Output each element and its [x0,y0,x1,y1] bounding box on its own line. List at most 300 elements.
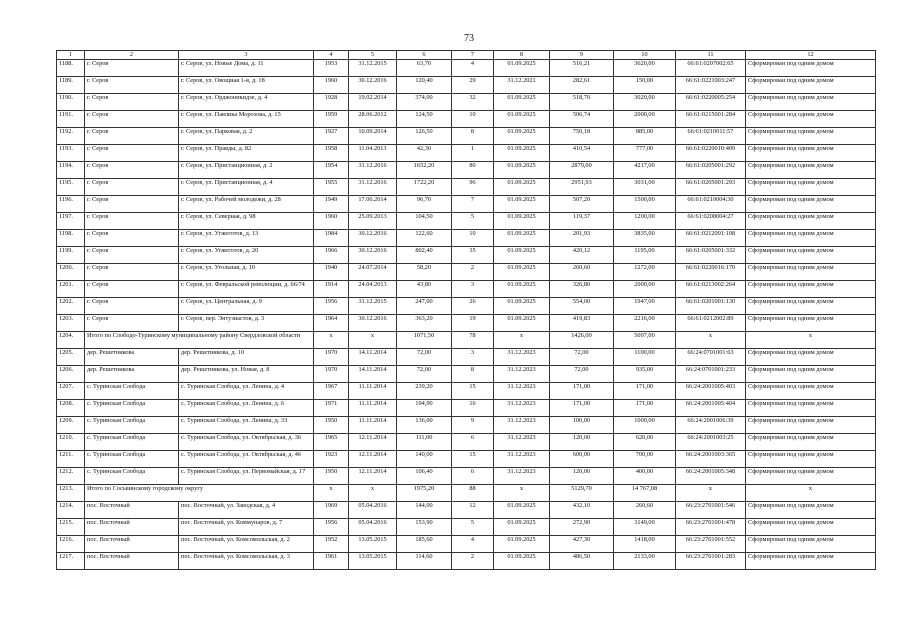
value-cell-10: 3620,00 [614,60,676,77]
row-number: 1198. [57,230,85,247]
locality-cell: г. Серов [85,94,179,111]
year-cell: 1927 [314,128,349,145]
row-number: 1191. [57,111,85,128]
due-date-cell: 31.12.2021 [494,77,550,94]
address-cell: г. Серов, ул. Северная, д. 98 [179,213,314,230]
column-number: 3 [179,51,314,60]
address-cell: г. Серов, ул. Февральской революции, д. 66/74 [179,281,314,298]
note-cell: Сформирован под одним домом [746,77,876,94]
locality-cell: г. Серов [85,264,179,281]
year-cell: 1966 [314,247,349,264]
area-cell: 363,20 [397,315,452,332]
area-cell: 153,90 [397,519,452,536]
year-cell: 1971 [314,400,349,417]
due-date-cell: 01.09.2025 [494,145,550,162]
address-cell: г. Серов, пер. Энтузиастов, д. 3 [179,315,314,332]
date-cell: 12.11.2014 [349,451,397,468]
year-cell: 1969 [314,502,349,519]
value-cell-10: 1200,00 [614,213,676,230]
area-cell: 1071,50 [397,332,452,349]
row-number: 1213. [57,485,85,502]
cadastral-number-cell: 66:24:0701001:233 [676,366,746,383]
column-number: 5 [349,51,397,60]
cadastral-number-cell: 66:24:2001005:348 [676,468,746,485]
cadastral-number-cell: x [676,332,746,349]
column-number: 7 [452,51,494,60]
value-cell-9: 201,93 [550,230,614,247]
year-cell: 1960 [314,213,349,230]
due-date-cell: 01.09.2025 [494,128,550,145]
year-cell: 1965 [314,434,349,451]
cadastral-number-cell: 66:61:0210011:57 [676,128,746,145]
count-cell: 26 [452,298,494,315]
count-cell: 6 [452,434,494,451]
value-cell-9: 171,00 [550,400,614,417]
date-cell: 31.12.2015 [349,60,397,77]
note-cell: Сформирован под одним домом [746,111,876,128]
due-date-cell: 01.09.2025 [494,536,550,553]
row-number: 1201. [57,281,85,298]
cadastral-number-cell: 66:61:0207002:65 [676,60,746,77]
year-cell: 1967 [314,383,349,400]
due-date-cell: 01.09.2025 [494,264,550,281]
year-cell: 1914 [314,281,349,298]
address-cell: с. Туринская Слобода, ул. Ленина, д. 33 [179,417,314,434]
area-cell: 124,50 [397,111,452,128]
value-cell-9: 2951,93 [550,179,614,196]
value-cell-9: 120,00 [550,434,614,451]
address-cell: пос. Восточный, ул. Заводская, д. 4 [179,502,314,519]
count-cell: 29 [452,77,494,94]
row-number: 1206. [57,366,85,383]
row-number: 1192. [57,128,85,145]
column-number: 12 [746,51,876,60]
locality-cell: г. Серов [85,162,179,179]
due-date-cell: 01.09.2025 [494,553,550,570]
note-cell: Сформирован под одним домом [746,434,876,451]
cadastral-number-cell: 66:23:2701001:478 [676,519,746,536]
value-cell-10: 3149,00 [614,519,676,536]
address-cell: с. Туринская Слобода, ул. Ленина, д. 4 [179,383,314,400]
date-cell: 31.12.2015 [349,298,397,315]
year-cell: 1950 [314,468,349,485]
locality-cell: г. Серов [85,213,179,230]
table-row [57,230,876,247]
column-number: 11 [676,51,746,60]
row-number: 1208. [57,400,85,417]
count-cell: 8 [452,366,494,383]
address-cell: пос. Восточный, ул. Комсомольская, д. 2 [179,536,314,553]
value-cell-9: 282,61 [550,77,614,94]
year-cell: 1984 [314,230,349,247]
value-cell-9: 72,00 [550,349,614,366]
date-cell: 13.05.2015 [349,536,397,553]
address-cell: с. Туринская Слобода, ул. Ленина, д. 6 [179,400,314,417]
value-cell-9: 171,00 [550,383,614,400]
date-cell: 05.04.2016 [349,502,397,519]
value-cell-10: 4217,00 [614,162,676,179]
note-cell: Сформирован под одним домом [746,60,876,77]
note-cell: Сформирован под одним домом [746,417,876,434]
due-date-cell: 01.09.2025 [494,162,550,179]
year-cell: 1958 [314,145,349,162]
value-cell-10: 3020,00 [614,94,676,111]
note-cell: Сформирован под одним домом [746,94,876,111]
page-number: 73 [464,33,474,44]
value-cell-10: 1100,00 [614,349,676,366]
column-number: 10 [614,51,676,60]
row-number: 1210. [57,434,85,451]
note-cell: Сформирован под одним домом [746,145,876,162]
note-cell: Сформирован под одним домом [746,281,876,298]
note-cell: Сформирован под одним домом [746,383,876,400]
value-cell-10: 1272,00 [614,264,676,281]
note-cell: Сформирован под одним домом [746,519,876,536]
date-cell: 05.04.2016 [349,519,397,536]
cadastral-number-cell: 66:61:0220010:409 [676,145,746,162]
count-cell: 3 [452,281,494,298]
table-row [57,366,876,383]
note-cell: Сформирован под одним домом [746,128,876,145]
table-row [57,417,876,434]
value-cell-10: 885,00 [614,128,676,145]
due-date-cell: 01.09.2025 [494,213,550,230]
row-number: 1205. [57,349,85,366]
area-cell: 58,20 [397,264,452,281]
row-number: 1215. [57,519,85,536]
value-cell-9: 486,50 [550,553,614,570]
year-cell: 1959 [314,111,349,128]
due-date-cell: 01.09.2025 [494,281,550,298]
cadastral-number-cell: 66:23:2701001:552 [676,536,746,553]
value-cell-10: 14 767,08 [614,485,676,502]
table-row [57,519,876,536]
cadastral-number-cell: 66:61:0201001:130 [676,298,746,315]
year-cell: x [314,485,349,502]
address-cell: с. Туринская Слобода, ул. Октябрьская, д. 36 [179,434,314,451]
value-cell-9: 260,60 [550,264,614,281]
locality-cell: г. Серов [85,315,179,332]
cadastral-number-cell: 66:23:2701001:546 [676,502,746,519]
note-cell: Сформирован под одним домом [746,536,876,553]
column-number: 4 [314,51,349,60]
area-cell: 239,20 [397,383,452,400]
value-cell-9: 427,30 [550,536,614,553]
column-number: 8 [494,51,550,60]
table-row [57,349,876,366]
date-cell: 19.02.2014 [349,94,397,111]
note-cell: Сформирован под одним домом [746,400,876,417]
value-cell-10: 777,00 [614,145,676,162]
note-cell: x [746,332,876,349]
table-row [57,179,876,196]
value-cell-10: 2133,00 [614,553,676,570]
area-cell: 136,00 [397,417,452,434]
value-cell-10: 2216,00 [614,315,676,332]
note-cell: Сформирован под одним домом [746,502,876,519]
address-cell: г. Серов, ул. Новые Дома, д. 11 [179,60,314,77]
count-cell: 7 [452,196,494,213]
locality-cell: г. Серов [85,128,179,145]
table-row [57,400,876,417]
count-cell: 10 [452,230,494,247]
due-date-cell: 01.09.2025 [494,179,550,196]
value-cell-9: 432,10 [550,502,614,519]
date-cell: x [349,485,397,502]
locality-cell: с. Туринская Слобода [85,400,179,417]
count-cell: 8 [452,128,494,145]
value-cell-9: 554,00 [550,298,614,315]
cadastral-number-cell: 66:61:0208004:27 [676,213,746,230]
area-cell: 63,70 [397,60,452,77]
row-number: 1217. [57,553,85,570]
value-cell-9: 2879,00 [550,162,614,179]
total-row [57,332,876,349]
row-number: 1196. [57,196,85,213]
count-cell: 2 [452,553,494,570]
count-cell: 5 [452,519,494,536]
value-cell-9: 507,20 [550,196,614,213]
locality-cell: г. Серов [85,77,179,94]
date-cell: 24.04.2013 [349,281,397,298]
table-row [57,502,876,519]
table-row [57,111,876,128]
count-cell: 3 [452,349,494,366]
row-number: 1216. [57,536,85,553]
note-cell: Сформирован под одним домом [746,247,876,264]
table-row [57,281,876,298]
locality-cell: г. Серов [85,60,179,77]
locality-cell: с. Туринская Слобода [85,417,179,434]
locality-cell: дер. Решетникова [85,349,179,366]
value-cell-10: 1418,00 [614,536,676,553]
date-cell: 30.12.2016 [349,77,397,94]
table-row [57,383,876,400]
value-cell-10: 2000,00 [614,281,676,298]
row-number: 1195. [57,179,85,196]
area-cell: 185,60 [397,536,452,553]
locality-cell: г. Серов [85,281,179,298]
cadastral-number-cell: 66:61:0215001:284 [676,111,746,128]
area-cell: 247,00 [397,298,452,315]
area-cell: 1975,20 [397,485,452,502]
address-cell: г. Серов, ул. Пристанционная, д. 2 [179,162,314,179]
area-cell: 1722,20 [397,179,452,196]
note-cell: Сформирован под одним домом [746,451,876,468]
address-cell: г. Серов, ул. Центральная, д. 9 [179,298,314,315]
count-cell: 5 [452,213,494,230]
date-cell: 11.11.2014 [349,417,397,434]
column-number: 6 [397,51,452,60]
locality-cell: с. Туринская Слобода [85,383,179,400]
due-date-cell: 01.09.2025 [494,298,550,315]
locality-cell: г. Серов [85,230,179,247]
date-cell: 30.12.2016 [349,315,397,332]
count-cell: 15 [452,451,494,468]
note-cell: Сформирован под одним домом [746,349,876,366]
value-cell-10: 1000,00 [614,417,676,434]
table-row [57,264,876,281]
table-row [57,94,876,111]
value-cell-10: 620,00 [614,434,676,451]
address-cell: с. Туринская Слобода, ул. Октябрьская, д. 46 [179,451,314,468]
count-cell: 9 [452,417,494,434]
total-label: Итого по Слободо-Туринскому муниципальному району Свердловской области [85,332,314,349]
row-number: 1212. [57,468,85,485]
note-cell: Сформирован под одним домом [746,230,876,247]
table-body [57,60,876,570]
row-number: 1211. [57,451,85,468]
note-cell: x [746,485,876,502]
cadastral-number-cell: 66:61:0220016:170 [676,264,746,281]
due-date-cell: 01.09.2025 [494,94,550,111]
year-cell: 1953 [314,60,349,77]
locality-cell: г. Серов [85,247,179,264]
row-number: 1190. [57,94,85,111]
address-cell: пос. Восточный, ул. Коммунаров, д. 7 [179,519,314,536]
value-cell-10: 700,00 [614,451,676,468]
value-cell-10: 935,00 [614,366,676,383]
cadastral-number-cell: 66:61:0221003:247 [676,77,746,94]
cadastral-number-cell: 66:61:0210004:30 [676,196,746,213]
row-number: 1197. [57,213,85,230]
cadastral-number-cell: 66:61:0220005:254 [676,94,746,111]
row-number: 1204. [57,332,85,349]
area-cell: 144,00 [397,502,452,519]
due-date-cell: 01.09.2025 [494,230,550,247]
due-date-cell: 31.12.2023 [494,468,550,485]
table-row [57,451,876,468]
area-cell: 1652,20 [397,162,452,179]
table-row [57,60,876,77]
note-cell: Сформирован под одним домом [746,196,876,213]
count-cell: 35 [452,247,494,264]
value-cell-9: 600,00 [550,451,614,468]
area-cell: 106,40 [397,468,452,485]
row-number: 1193. [57,145,85,162]
area-cell: 194,90 [397,400,452,417]
address-cell: г. Серов, ул. Угжеготов, д. 13 [179,230,314,247]
year-cell: 1928 [314,94,349,111]
locality-cell: пос. Восточный [85,536,179,553]
due-date-cell: x [494,332,550,349]
note-cell: Сформирован под одним домом [746,468,876,485]
address-cell: дер. Решетникова, д. 10 [179,349,314,366]
cadastral-number-cell: 66:24:2001005:404 [676,400,746,417]
table-row [57,468,876,485]
address-cell: дер. Решетникова, ул. Новая, д. 8 [179,366,314,383]
cadastral-number-cell: 66:61:0213002:264 [676,281,746,298]
value-cell-9: 506,74 [550,111,614,128]
table-row [57,434,876,451]
table-row [57,162,876,179]
locality-cell: с. Туринская Слобода [85,451,179,468]
year-cell: 1960 [314,77,349,94]
date-cell: 31.12.2016 [349,162,397,179]
due-date-cell: 01.09.2025 [494,315,550,332]
address-cell: пос. Восточный, ул. Комсомольская, д. 3 [179,553,314,570]
address-cell: г. Серов, ул. Овощная 1-я, д. 18 [179,77,314,94]
area-cell: 104,50 [397,213,452,230]
table-row [57,536,876,553]
locality-cell: г. Серов [85,298,179,315]
count-cell: 2 [452,264,494,281]
due-date-cell: x [494,485,550,502]
value-cell-9: 1426,00 [550,332,614,349]
row-number: 1214. [57,502,85,519]
date-cell: 11.11.2014 [349,383,397,400]
locality-cell: пос. Восточный [85,553,179,570]
due-date-cell: 01.09.2025 [494,519,550,536]
value-cell-9: 5129,70 [550,485,614,502]
date-cell: 13.05.2015 [349,553,397,570]
count-cell: 12 [452,502,494,519]
column-number: 1 [57,51,85,60]
table-row [57,315,876,332]
year-cell: 1956 [314,519,349,536]
total-row [57,485,876,502]
column-number: 9 [550,51,614,60]
cadastral-number-cell: 66:24:2001006:39 [676,417,746,434]
column-number: 2 [85,51,179,60]
value-cell-9: 272,90 [550,519,614,536]
locality-cell: г. Серов [85,145,179,162]
due-date-cell: 01.09.2025 [494,502,550,519]
area-cell: 802,40 [397,247,452,264]
area-cell: 42,30 [397,145,452,162]
year-cell: 1964 [314,315,349,332]
count-cell: 96 [452,179,494,196]
due-date-cell: 31.12.2023 [494,349,550,366]
count-cell: 19 [452,315,494,332]
locality-cell: г. Серов [85,196,179,213]
cadastral-number-cell: 66:61:0205001:332 [676,247,746,264]
value-cell-9: 518,70 [550,94,614,111]
cadastral-number-cell: 66:24:2001003:365 [676,451,746,468]
count-cell: 10 [452,111,494,128]
area-cell: 72,00 [397,366,452,383]
due-date-cell: 01.09.2025 [494,60,550,77]
row-number: 1188. [57,60,85,77]
note-cell: Сформирован под одним домом [746,366,876,383]
date-cell: 31.12.2016 [349,179,397,196]
row-number: 1194. [57,162,85,179]
area-cell: 126,50 [397,128,452,145]
count-cell: 4 [452,60,494,77]
note-cell: Сформирован под одним домом [746,264,876,281]
value-cell-10: 3031,00 [614,179,676,196]
count-cell: 16 [452,400,494,417]
area-cell: 120,40 [397,77,452,94]
address-cell: г. Серов, ул. Орджоникидзе, д. 4 [179,94,314,111]
cadastral-number-cell: 66:24:2001003:25 [676,434,746,451]
year-cell: x [314,332,349,349]
value-cell-9: 516,21 [550,60,614,77]
area-cell: 122,60 [397,230,452,247]
locality-cell: с. Туринская Слобода [85,434,179,451]
area-cell: 72,00 [397,349,452,366]
row-number: 1203. [57,315,85,332]
due-date-cell: 01.09.2025 [494,247,550,264]
year-cell: 1952 [314,536,349,553]
note-cell: Сформирован под одним домом [746,179,876,196]
count-cell: 4 [452,536,494,553]
locality-cell: пос. Восточный [85,519,179,536]
row-number: 1202. [57,298,85,315]
count-cell: 80 [452,162,494,179]
table-row [57,298,876,315]
due-date-cell: 01.09.2025 [494,111,550,128]
